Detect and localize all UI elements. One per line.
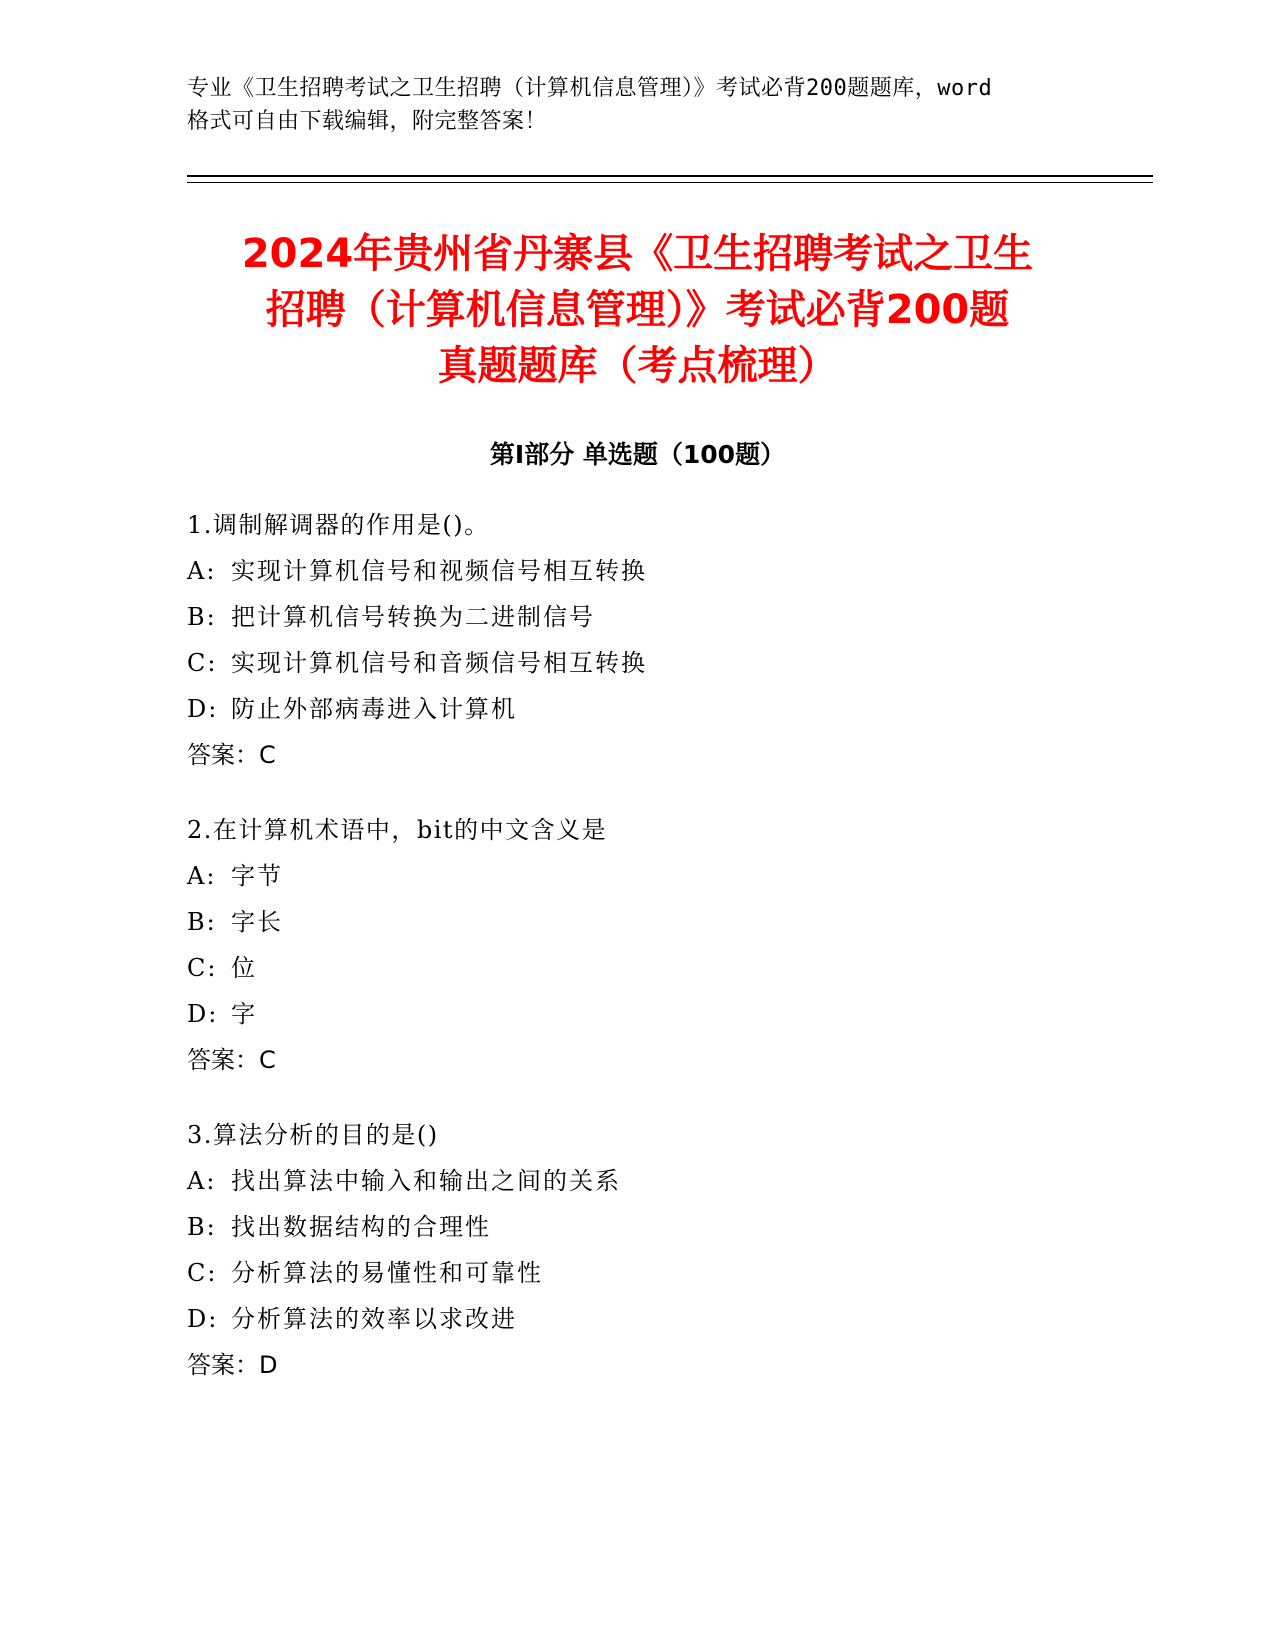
- question-stem: 2.在计算机术语中，bit的中文含义是: [187, 816, 608, 844]
- option-letter: B:: [187, 908, 217, 936]
- option-letter: B:: [187, 603, 217, 631]
- header-note-line-2: 格式可自由下载编辑，附完整答案！: [187, 109, 548, 134]
- answer: 答案：D: [187, 1351, 278, 1379]
- option-letter: D:: [187, 1305, 219, 1333]
- option-text: 字节: [231, 862, 283, 890]
- header-note-line-1: 专业《卫生招聘考试之卫生招聘（计算机信息管理）》考试必背200题题库，word: [187, 76, 993, 101]
- answer: 答案：C: [187, 1046, 276, 1074]
- question-3: [187, 1112, 1087, 1388]
- section-title: 第Ⅰ部分 单选题（100题）: [489, 440, 786, 469]
- header-divider-thick: [187, 175, 1153, 177]
- option-letter: C:: [187, 1259, 218, 1287]
- header-note: [187, 72, 1097, 138]
- question-2: [187, 807, 1087, 1083]
- option-b: [187, 594, 1087, 640]
- option-c: [187, 1250, 1087, 1296]
- option-letter: D:: [187, 1000, 219, 1028]
- option-a: [187, 1158, 1087, 1204]
- option-text: 防止外部病毒进入计算机: [231, 695, 517, 723]
- option-b: [187, 1204, 1087, 1250]
- option-d: [187, 686, 1087, 732]
- question-1: [187, 502, 1087, 778]
- option-letter: C:: [187, 954, 218, 982]
- option-text: 分析算法的效率以求改进: [231, 1305, 517, 1333]
- option-text: 实现计算机信号和音频信号相互转换: [231, 649, 647, 677]
- option-letter: A:: [187, 1167, 217, 1195]
- option-d: [187, 991, 1087, 1037]
- option-text: 找出数据结构的合理性: [231, 1213, 491, 1241]
- option-a: [187, 548, 1087, 594]
- answer: 答案：C: [187, 741, 276, 769]
- option-letter: A:: [187, 557, 217, 585]
- document-title: [150, 226, 1125, 394]
- option-text: 字: [231, 1000, 257, 1028]
- option-c: [187, 640, 1087, 686]
- option-letter: C:: [187, 649, 218, 677]
- option-letter: A:: [187, 862, 217, 890]
- option-c: [187, 945, 1087, 991]
- header-divider-thin: [187, 182, 1153, 183]
- option-d: [187, 1296, 1087, 1342]
- document-title-line-3: 真题题库（考点梳理）: [437, 343, 838, 389]
- document-title-line-1: 2024年贵州省丹寨县《卫生招聘考试之卫生: [241, 231, 1034, 277]
- option-a: [187, 853, 1087, 899]
- option-text: 实现计算机信号和视频信号相互转换: [231, 557, 647, 585]
- question-stem: 3.算法分析的目的是(): [187, 1121, 439, 1149]
- option-text: 字长: [231, 908, 283, 936]
- document-title-line-2: 招聘（计算机信息管理）》考试必背200题: [265, 287, 1010, 333]
- option-b: [187, 899, 1087, 945]
- option-text: 找出算法中输入和输出之间的关系: [231, 1167, 621, 1195]
- option-text: 分析算法的易懂性和可靠性: [231, 1259, 543, 1287]
- option-text: 把计算机信号转换为二进制信号: [231, 603, 595, 631]
- option-text: 位: [231, 954, 257, 982]
- question-stem: 1.调制解调器的作用是()。: [187, 511, 490, 539]
- option-letter: D:: [187, 695, 219, 723]
- option-letter: B:: [187, 1213, 217, 1241]
